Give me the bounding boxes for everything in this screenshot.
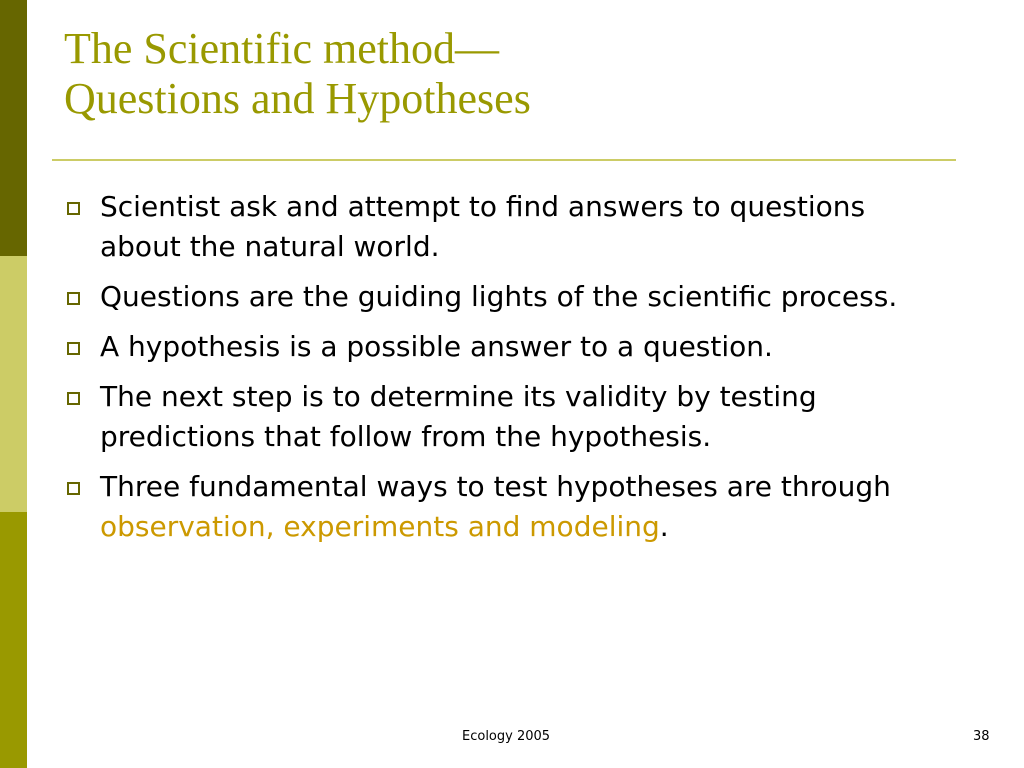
slide-title-line-2: Questions and Hypotheses <box>64 74 531 123</box>
footer-title: Ecology 2005 <box>462 729 551 744</box>
sidebar-band-mid <box>0 512 27 768</box>
sidebar-band-dark <box>0 0 27 256</box>
slide-number: 38 <box>973 729 990 744</box>
bullet-text-suffix: . <box>659 510 669 543</box>
hollow-square-icon <box>67 342 80 355</box>
hollow-square-icon <box>67 202 80 215</box>
bullet-item <box>62 187 942 267</box>
bullet-text <box>100 470 891 543</box>
bullet-item <box>62 377 942 457</box>
hollow-square-icon <box>67 392 80 405</box>
bullet-item <box>62 277 942 317</box>
slide-title <box>64 24 964 124</box>
highlighted-methods-text: observation, experiments and modeling <box>100 510 660 543</box>
bullet-text: A hypothesis is a possible answer to a question. <box>100 330 773 363</box>
bullet-text: Scientist ask and attempt to find answers to questions about the natural world. <box>100 190 866 263</box>
hollow-square-icon <box>67 482 80 495</box>
bullet-item <box>62 327 942 367</box>
bullet-text: Questions are the guiding lights of the scientific process. <box>100 280 898 313</box>
bullet-item <box>62 467 942 547</box>
bullet-text: The next step is to determine its validity by testing predictions that follow from the hypothesis. <box>100 380 817 453</box>
sidebar-band-light <box>0 256 27 512</box>
slide-title-line-1: The Scientific method— <box>64 24 499 73</box>
bullet-text-prefix: Three fundamental ways to test hypotheses are through <box>100 470 891 503</box>
hollow-square-icon <box>67 292 80 305</box>
bullet-list <box>62 187 942 557</box>
title-divider <box>52 159 956 161</box>
